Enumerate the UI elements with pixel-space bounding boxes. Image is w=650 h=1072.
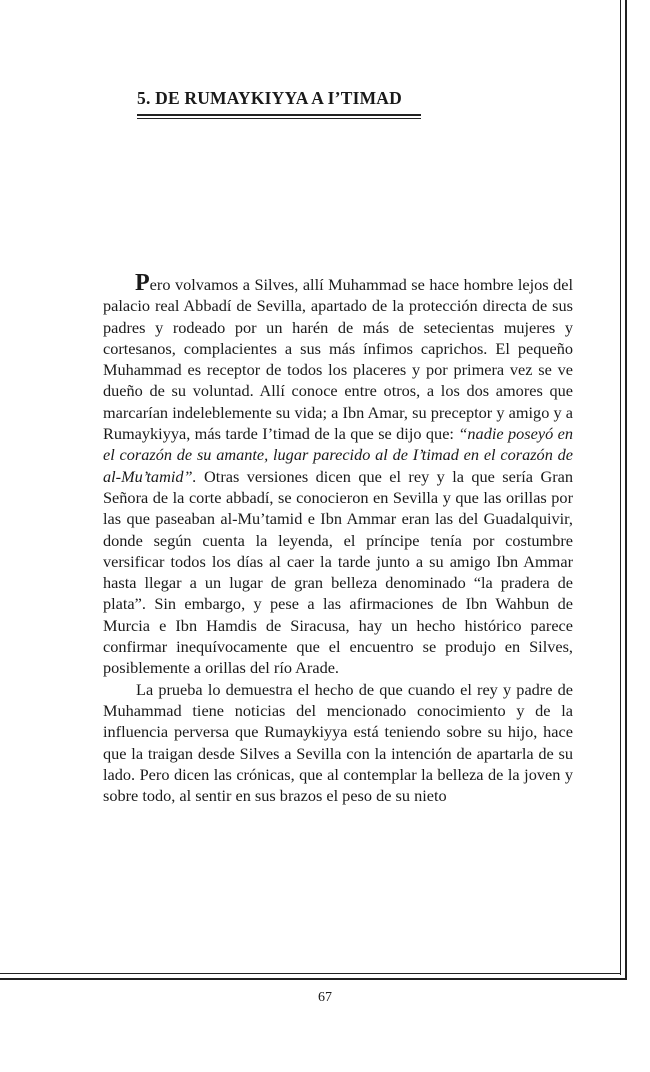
paragraph-1-text-b: Otras versiones dicen que el rey y la que sería Gran Señora de la corte abbadí, se conocieron en Sevilla y que las orillas por las que paseaban al-Mu’tamid e Ibn Ammar eran las del Guadalquivir, donde según cuenta la leyenda, el príncipe tenía por costumbre versificar todos los días al caer la tarde junto a su amigo Ibn Ammar hasta llegar a un lugar de gran belleza denominado “la pradera de plata”. Sin embargo, y pese a las afirmaciones de Ibn Wahbun de Murcia e Ibn Hamdis de Siracusa, hay un hecho histórico parece confirmar inequívocamente que el encuentro se produjo en Silves, posiblemente a orillas del río Arade. xyxy=(103,466,573,678)
paragraph-1 xyxy=(103,270,573,679)
page-frame-bottom-inner-rule xyxy=(0,973,621,974)
drop-cap: P xyxy=(135,270,150,296)
paragraph-1-text-a: ero volvamos a Silves, allí Muhammad se hace hombre lejos del palacio real Abbadí de Sevilla, apartado de la protección directa de sus padres y rodeado por un harén de más de setecientas mujeres y cortesanos, complacientes a sus más ínfimos caprichos. El pequeño Muhammad es receptor de todos los placeres y por primera vez se ve dueño de su voluntad. Allí conoce entre otros, a los dos amores que marcarían indeleblemente su vida; a Ibn Amar, su preceptor y amigo y a Rumaykiyya, más tarde I’timad de la que se dijo que: xyxy=(103,275,573,444)
title-underline-thick xyxy=(137,114,421,116)
quote-italic: “nadie poseyó en el corazón de su amante, lugar parecido al de I’timad en el corazón de al-Mu’tamid”. xyxy=(103,424,573,486)
paragraph-2: La prueba lo demuestra el hecho de que cuando el rey y padre de Muhammad tiene noticias del mencionado conocimiento y de la influencia perversa que Rumaykiyya está teniendo sobre su hijo, hace que la traigan desde Silves a Sevilla con la intención de apartarla de su lado. Pero dicen las crónicas, que al contemplar la belleza de la joven y sobre todo, al sentir en sus brazos el peso de su nieto xyxy=(103,679,573,806)
body-text xyxy=(103,270,573,806)
title-underline-thin xyxy=(137,118,421,119)
page-frame-right-inner-rule xyxy=(620,0,621,975)
page-frame-right-outer-rule xyxy=(625,0,627,980)
page-frame-bottom-outer-rule xyxy=(0,978,627,980)
chapter-title: 5. DE RUMAYKIYYA A I’TIMAD xyxy=(137,88,402,108)
page-number: 67 xyxy=(318,990,332,1005)
